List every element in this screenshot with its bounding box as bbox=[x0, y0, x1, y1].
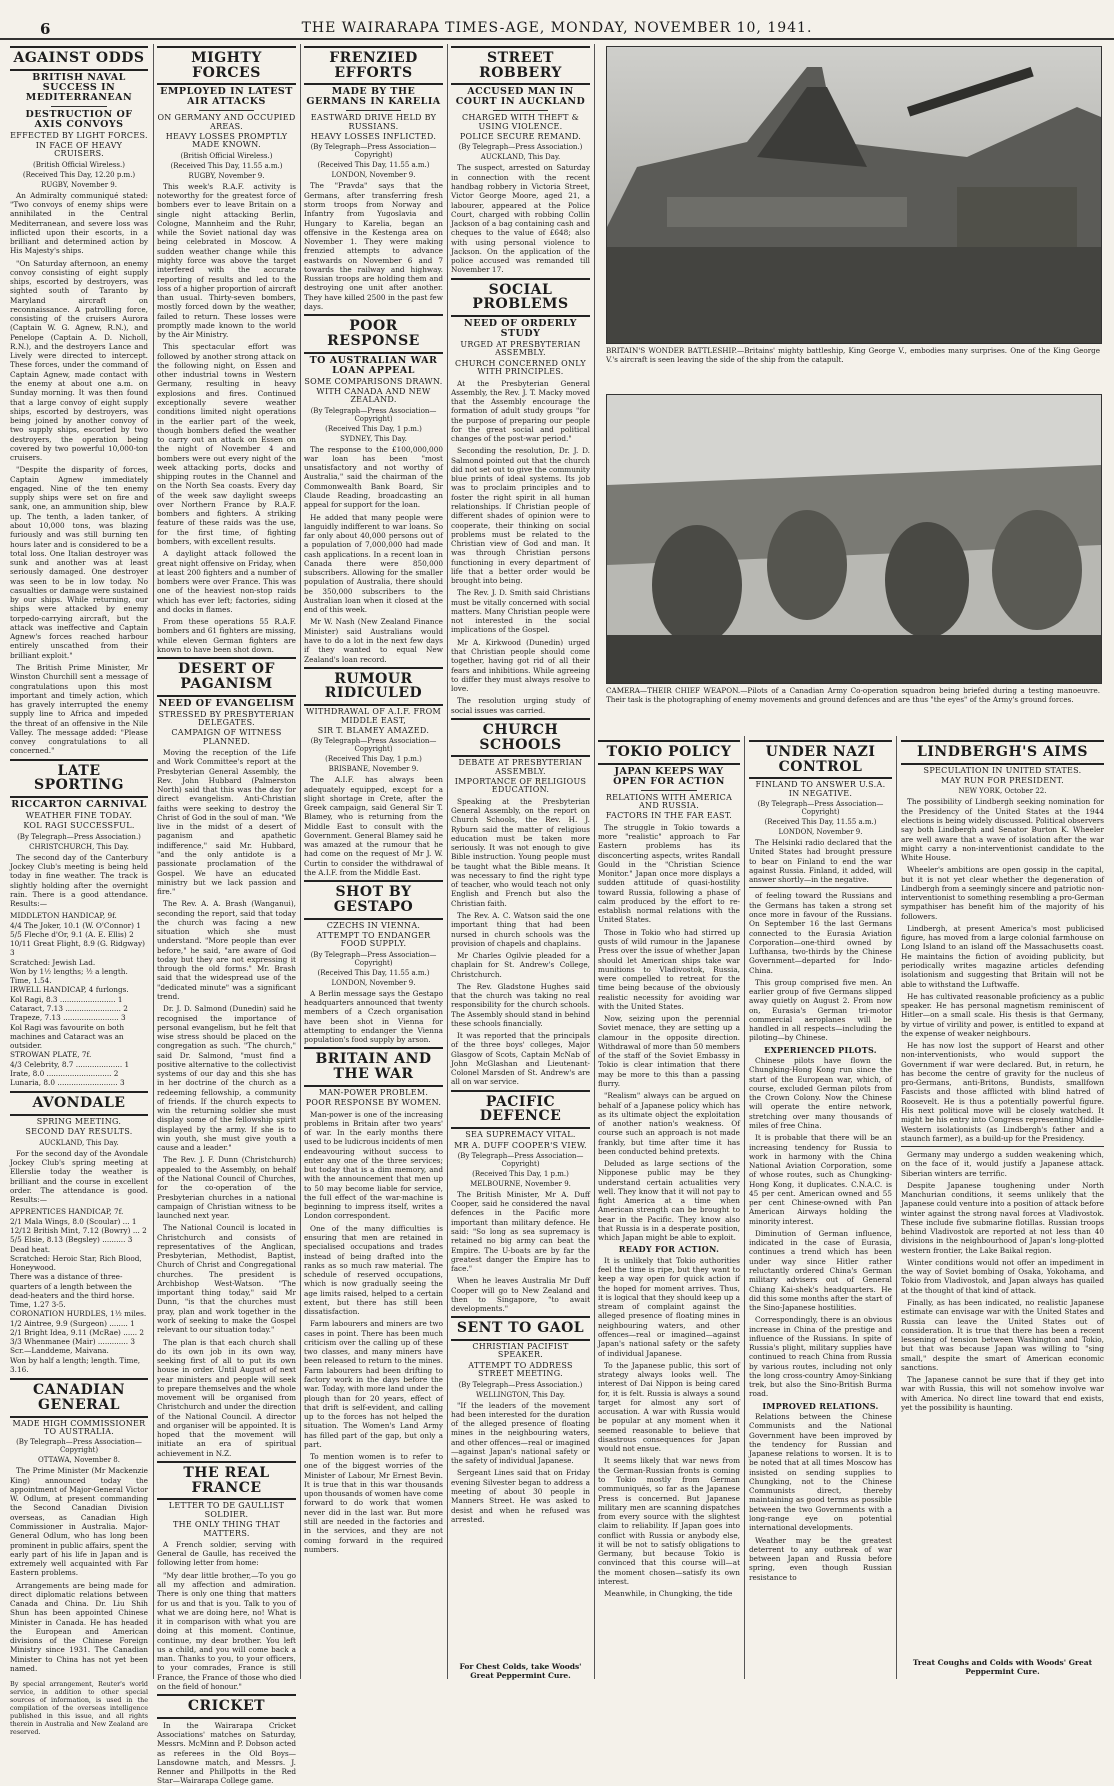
column-rule bbox=[447, 44, 448, 1679]
article-paragraph: To the Japanese public, this sort of strategy always looks well. The interest of Dai Nippon is being cared for, it is felt. Russia is always a sound target for almost any sort of accusation. A war with Russia would be popular at any moment when it seemed reasonable to believe that disastrous consequences for Japan would not ensue. bbox=[598, 1360, 740, 1454]
column-rule bbox=[153, 44, 154, 1679]
article-paragraph: Man-power is one of the increasing problems in Britain after two years' of war. In the early months there used to be ludicrous incidents of men endeavouring without success to enter any one of the three services; but today that is a dim memory, and with the announcement that men up to 50 may become liable for service, the full effect of the war-machine is beginning to impress itself, writes a London correspondent. bbox=[304, 1109, 443, 1221]
dateline: (By Telegraph—Press Association—Copyright) bbox=[310, 737, 437, 754]
race-result: APPRENTICES HANDICAP, 7f. bbox=[10, 1207, 124, 1217]
headline: BRITAIN AND THE WAR bbox=[304, 1047, 443, 1086]
deck: IMPORTANCE OF RELIGIOUS EDUCATION. bbox=[454, 777, 587, 795]
article-paragraph: "If the leaders of the movement had been interested for the duration of the alleged presence of floating mines in the neighbouring waters, and other offences—real or imagined—against Japan's national safety or the safety of individual Japanese. bbox=[451, 1400, 590, 1466]
article-paragraph: The suspect, arrested on Saturday in connection with the recent handbag robbery in Victoria Street, Victor George Moore, aged 21, a labourer, appeared at the Police Court, charged with robbing Collin Jackson of a bag containing cash and cheques to the value of £648; also with using personal violence to Jackson. On the application of the police accused was remanded till November 17. bbox=[451, 163, 590, 275]
article-paragraph: To mention women is to refer to one of the biggest worries of the Minister of Labour, Mr Ernest Bevin. It is true that in this war thousands upon thousands of women have come forward to do work that women never did in the last war. But more still are needed in the factories and in the services, and they are not coming forward in the required numbers. bbox=[304, 1452, 443, 1554]
article-paragraph: Seconding the resolution, Dr. J. D. Salmond pointed out that the church did not set out to give the community blue prints of ideal systems. Its job was to proclaim principles and to foster the right spirit in all human relationships. If Christian people of different shades of opinion were to cooperate, their thinking on social problems must be related to the Christian view of God and man. It was through Christian persons functioning in every department of life that a better order would be brought into being. bbox=[451, 446, 590, 586]
crosshead: IMPROVED RELATIONS. bbox=[762, 1400, 879, 1411]
article-paragraph: This group comprised five men. An earlier group of five Germans slipped away quietly on August 2. From now on, Eurasia's German tri-motor commercial aeroplanes will be handled in all respects—including the piloting—by Chinese. bbox=[749, 977, 892, 1043]
deck: DEBATE AT PRESBYTERIAN ASSEMBLY. bbox=[458, 758, 583, 776]
divider bbox=[641, 790, 698, 791]
deck: URGED AT PRESBYTERIAN ASSEMBLY. bbox=[460, 339, 581, 358]
race-result: Scratched: Jewish Lad. bbox=[10, 957, 96, 967]
deck: HEAVY LOSSES INFLICTED. bbox=[310, 132, 437, 142]
article-paragraph: The second day of the Canterbury Jockey Club's meeting is being held today in fine weather. The track is slightly holding after the overnight rain. There is a good attendance. Results:— bbox=[10, 852, 148, 909]
deck: CHARGED WITH THEFT & USING VIOLENCE. bbox=[461, 113, 580, 131]
article-paragraph: Winter conditions would not offer an impediment in the way of Soviet bombing of Osaka, Yokohama, and Tokio from Vladivostok, and Japan always has quailed at the thought of that kind of attack. bbox=[901, 1257, 1104, 1295]
article-paragraph: The Helsinki radio declared that the United States had brought pressure to bear on Finland to end the war against Russia. Finland, it added, will answer shortly—in the negative. bbox=[749, 838, 892, 885]
deck: LETTER TO DE GAULLIST SOLDIER. bbox=[168, 1501, 285, 1519]
deck: CHRISTIAN PACIFIST SPEAKER. bbox=[472, 1342, 569, 1360]
article-paragraph: The Rev. J. D. Smith said Christians must be vitally concerned with social matters. Many Christian people were not interested in the social implications of the Gospel. bbox=[451, 588, 590, 635]
article-paragraph: The "Pravda" says that the Germans, after transferring fresh storm troops from Norway and Infantry from Yugoslavia and Hungary to Karelia, began an offensive in the Kestenga area on November 1. They were making frenzied attempts to advance eastwards on November 6 and 7 towards the railway and highway. Russian troops are holding them and destroying one unit after another. They have killed 2500 in the past few days. bbox=[304, 181, 443, 311]
dateline: (By Telegraph—Press Association.) bbox=[458, 143, 583, 152]
article-paragraph: Relations between the Chinese Communists and the National Government have been improved by the tendency for Russian and Japanese relations to worsen. It is to be noted that at all times Moscow has insisted on sending supplies to Chungking, not to the Chinese Communists direct, thereby maintaining as good terms as possible between the two Governments with a long-range eye on potential international developments. bbox=[749, 1412, 892, 1533]
article-paragraph: Lindbergh, at present America's most publicised figure, has moved from a large colonial farmhouse on Long Island to an island off the Massachusetts coast. He maintains the fiction of avoiding publicity, but periodically writes magazine articles defending isolationism and suggesting that Britain will not be able to withstand the Luftwaffe. bbox=[901, 923, 1104, 989]
deck: SPECULATION IN UNITED STATES. bbox=[923, 765, 1082, 775]
dateline: (By Telegraph—Press Association—Copyright) bbox=[16, 1438, 142, 1455]
deck: CHURCH CONCERNED ONLY WITH PRINCIPLES. bbox=[455, 358, 586, 377]
subheadline: RICCARTON CARNIVAL bbox=[11, 799, 147, 811]
dateline: (Received This Day, 1 p.m.) bbox=[325, 755, 422, 764]
race-result: 4/4 The Joker, 10.1 (W. O'Connor) 1 bbox=[10, 920, 141, 930]
headline: CANADIAN GENERAL bbox=[10, 1378, 148, 1417]
headline: SENT TO GAOL bbox=[451, 1316, 590, 1341]
article-paragraph: For the second day of the Avondale Jockey Club's spring meeting at Ellerslie today the weather is brilliant and the course in excellent order. The attendance is good. Results:— bbox=[10, 1148, 148, 1205]
ad-text: Treat Coughs and Colds with Woods' Great Peppermint Cure. bbox=[912, 1658, 1093, 1676]
deck: EFFECTED BY LIGHT FORCES. bbox=[10, 130, 148, 140]
dateline: (By Telegraph—Press Association.) bbox=[17, 832, 141, 841]
article-paragraph: In the Wairarapa Cricket Associations' matches on Saturday, Messrs. McMinn and P. Dobson acted as referees in the Old Boys—Lansdowne match, and Messrs. J. Renner and Phillpotts in the Red Star—Wairarapa College game. bbox=[157, 1720, 296, 1786]
column-rule bbox=[594, 44, 595, 1679]
column-rule bbox=[896, 736, 897, 1679]
dateline: (By Telegraph—Press Association—Copyright) bbox=[457, 1151, 584, 1168]
subheadline: DESTRUCTION OF AXIS CONVOYS bbox=[25, 108, 133, 130]
article-paragraph: Those in Tokio who had stirred up gusts of wild rumour in the Japanese Press over the issue of whether Japan should let American ships take war munitions to Vladivostok, Russia, were compelled to retreat for the time being because of the obviously realistic necessity for avoiding war with the United States. bbox=[598, 927, 740, 1011]
race-result: 1/2 Aintree, 9.9 (Surgeon) ........ 1 bbox=[10, 1318, 135, 1328]
subheadline: TO AUSTRALIAN WAR LOAN APPEAL bbox=[309, 354, 438, 376]
deck: WITHDRAWAL OF A.I.F. FROM MIDDLE EAST, bbox=[306, 707, 441, 725]
article-paragraph: Now, seizing upon the perennial Soviet menace, they are setting up a clamour in the opposite direction. Withdrawal of more than 50 members of the staff of the Soviet Embassy in Tokio is clear intimation that there may be more to this than a passing flurry. bbox=[598, 1014, 740, 1088]
deck: ON GERMANY AND OCCUPIED AREAS. bbox=[157, 113, 296, 131]
article-paragraph: Wheeler's ambitions are open gossip in the capital, but it is not yet clear whether the degeneration of Lindbergh from a seemingly sincere and patriotic non-interventionist to something resembling a pro-German sympathiser has benefit him of the majority of his followers. bbox=[901, 865, 1104, 921]
column-7 bbox=[901, 738, 1104, 1683]
race-result: MIDDLETON HANDICAP, 9f. bbox=[10, 911, 117, 921]
dateline: (Received This Day, 11.55 a.m.) bbox=[317, 968, 430, 977]
dateline: (Received This Day, 11.55 a.m.) bbox=[317, 161, 430, 170]
race-result: 3/3 Whenmanee (Mair) ............. 3 bbox=[10, 1337, 135, 1347]
column-rule bbox=[300, 44, 301, 1679]
dateline: (Received This Day, 11.55 a.m.) bbox=[764, 818, 877, 827]
headline: STREET ROBBERY bbox=[451, 46, 590, 85]
race-result: 12/12 British Mint, 7.12 (Bowry) ... 2 bbox=[10, 1226, 147, 1235]
divider bbox=[749, 887, 892, 888]
article-paragraph: Arrangements are being made for direct diplomatic relations between Canada and China. Dr. Liu Shih Shun has been appointed Chinese Minister in Canada. He has headed the European and American divisions of the Chinese Foreign Ministry since 1931. The Canadian Minister to China has not yet been named. bbox=[10, 1580, 148, 1673]
divider bbox=[493, 110, 549, 111]
dateline: MELBOURNE, November 9. bbox=[470, 1179, 571, 1188]
headline: PACIFIC DEFENCE bbox=[451, 1090, 590, 1129]
article-paragraph: It is probable that there will be an increasing tendency for Russia to work in harmony with the China National Aviation Corporation, some of whose routes, such as Chungking-Hong Kong, it duplicates. C.N.A.C. is 45 per cent. American owned and 55 per cent Chinese-owned with Pan American Airways holding the minority interest. bbox=[749, 1133, 892, 1226]
deck: POOR RESPONSE BY WOMEN. bbox=[305, 1098, 442, 1108]
article-paragraph: The plan is that each church shall do its own job in its own way, seeking first of all to put its own house in order. Until August of next year ministers and people will seek to prepare themselves and the whole movement will be organised from Christchurch and under the direction of the National Council. A director and organiser will be appointed. It is hoped that the movement will initiate an era of spiritual achievement in N.Z. bbox=[157, 1337, 296, 1458]
dateline: (Received This Day, 1 p.m.) bbox=[472, 1169, 569, 1178]
race-result: Kol Ragi, 8.3 ........................ 1 bbox=[10, 994, 123, 1004]
article-paragraph: The resolution urging study of social issues was carried. bbox=[451, 696, 590, 715]
deck: EASTWARD DRIVE HELD BY RUSSIANS. bbox=[310, 113, 437, 131]
headline: SHOT BY GESTAPO bbox=[304, 880, 443, 919]
article-paragraph: Deluded as large sections of the Nipponese public may be they understand certain actualities very well. They know that it will not pay to fight America at a time when American strength can be brought to bear in the Pacific. They know also that Russia is in a desperate position, which Japan might be able to exploit. bbox=[598, 1159, 740, 1243]
article-paragraph: The Rev. A. C. Watson said the one important thing that had been nursed in church schools was the provision of chapels and chaplains. bbox=[451, 910, 590, 948]
subheadline: BRITISH NAVAL SUCCESS IN MEDITERRANEAN bbox=[25, 71, 133, 103]
dateline: (By Telegraph—Press Association—Copyright) bbox=[310, 950, 437, 967]
dateline: LONDON, November 9. bbox=[778, 828, 863, 837]
article-paragraph: The National Council is located in Christchurch and consists of representatives of the Anglican, Presbyterian, Methodist, Baptist, Church of Christ and Congregational churches. The president is Archbishop West-Watson. "The important thing today," said Mr Dunn, "is that the churches must pray, plan and work together in the work of seeking to make the Gospel relevant to our situation today." bbox=[157, 1223, 296, 1335]
race-result: Trapeze, 7.13 ........................ 3 bbox=[10, 1013, 126, 1023]
deck: MADE HIGH COMMISSIONER TO AUSTRALIA. bbox=[12, 1418, 146, 1437]
camera-photo bbox=[606, 394, 1102, 684]
article-paragraph: He has cultivated reasonable proficiency as a public speaker. He has personal magnetism reminiscent of Hitler—on a small scale. His thesis is that Germany, by virtue of virility and power, is entitled to expand at the expense of weaker neighbours. bbox=[901, 991, 1104, 1038]
dateline: OTTAWA, November 8. bbox=[38, 1456, 120, 1465]
article-paragraph: At the Presbyterian General Assembly, the Rev. J. T. Macky moved that the Assembly encourage the formation of adult study groups "for the purpose of preparing our people for the great social and political changes of the post-war period." bbox=[451, 378, 590, 444]
article-paragraph: "On Saturday afternoon, an enemy convoy consisting of eight supply ships, escorted by destroyers, was sighted south of Taranto by Maryland aircraft on reconnaissance. A patrolling force, consisting of the cruisers Aurora (Captain W. G. Agnew, R.N.), and Penelope (Captain A. D. Nicholl, R.N.), and the destroyers Lance and Lively were directed to intercept. These forces, under the command of Captain Agnew, made contact with the enemy at about one a.m. on Sunday morning. It was then found that a large convoy of eight supply ships, escorted by destroyers, was being joined by another convoy of two supply ships, escorted by two destroyers, the operation being covered by two powerful 10,000-ton cruisers. bbox=[10, 258, 148, 463]
article-paragraph: The Rev. J. F. Dunn (Christchurch) appealed to the Assembly, on behalf of the National Council of Churches, for the co-operation of the Presbyterian churches in a national campaign of Christian witness to be launched next year. bbox=[157, 1155, 296, 1221]
headline: AGAINST ODDS bbox=[10, 46, 148, 71]
masthead bbox=[0, 0, 1114, 40]
deck: ATTEMPT TO ADDRESS STREET MEETING. bbox=[468, 1360, 573, 1379]
headline: FRENZIED EFFORTS bbox=[304, 46, 443, 85]
article-paragraph: The possibility of Lindbergh seeking nomination for the Presidency of the United States at the 1944 elections is being widely discussed. Political observers say both Lindbergh and Senator Burton K. Wheeler are well aware that a wave of isolation after the war might carry a non-interventionist candidate to the White House. bbox=[901, 797, 1104, 863]
dateline: (British Official Wireless.) bbox=[180, 151, 273, 160]
race-result: STROWAN PLATE, 7f. bbox=[10, 1050, 92, 1060]
dateline: (Received This Day, 1 p.m.) bbox=[325, 424, 422, 433]
pilots-briefing-image bbox=[607, 395, 1101, 683]
subheadline: ACCUSED MAN IN COURT IN AUCKLAND bbox=[455, 86, 586, 108]
dateline: (By Telegraph—Press Association—Copyright) bbox=[310, 143, 437, 160]
race-result: IRWELL HANDICAP, 4 furlongs. bbox=[10, 985, 129, 995]
deck: SECOND DAY RESULTS. bbox=[25, 1127, 133, 1137]
article-paragraph: The Prime Minister (Mr Mackenzie King) announced today the appointment of Major-General Victor W. Odlum, at present commanding the Second Canadian Division overseas, as Canadian High Commissioner in Australia. Major-General Odlum, who has long been prominent in public affairs, spent the early part of his life in Japan and is extremely well acquainted with Far Eastern problems. bbox=[10, 1466, 148, 1578]
dateline: SYDNEY, This Day. bbox=[340, 434, 407, 443]
crosshead: READY FOR ACTION. bbox=[618, 1244, 720, 1255]
article-paragraph: A French soldier, serving with General de Gaulle, has received the following letter from home: bbox=[157, 1539, 296, 1568]
article-paragraph: Dr. J. D. Salmond (Dunedin) said he recognised the importance of personal evangelism, but he felt that wise stress should be placed on the congregation as such. "The church," said Dr. Salmond, "must find a positive alternative to the collectivist systems of our day and this she has in her doctrine of the church as a redeeming fellowship, a community of friends. If the church expects to win the returning soldier she must display some of the fellowship spirit displayed by the army. If she is to win youth, she must give youth a cause and a leader." bbox=[157, 1004, 296, 1153]
headline: MIGHTY FORCES bbox=[157, 46, 296, 85]
deck: FINLAND TO ANSWER U.S.A. IN NEGATIVE. bbox=[755, 780, 886, 798]
dateline: (Received This Day, 11.55 a.m.) bbox=[170, 161, 283, 170]
article-paragraph: He has now lost the support of Hearst and other non-interventionists, who would support the Government if war were declared. But, in return, he has become the centre of gravity for the nucleus of pro-Germans, anti-Britons, Bundists, smallfown Fascists and those afflicted with blind hatred of Roosevelt. He is thus a potentially powerful figure. His next political move will be closely watched. It might be his entry into Congress representing Middle-Western isolationists (as Lindbergh's father and a staunch farmer), as a build-up for the Presidency. bbox=[901, 1041, 1104, 1143]
article-paragraph: From these operations 55 R.A.F. bombers and 61 fighters are missing, while eleven German fighters are known to have been shot down. bbox=[157, 617, 296, 654]
deck: STRESSED BY PRESBYTERIAN DELEGATES. bbox=[158, 709, 295, 727]
deck: IN FACE OF HEAVY CRUISERS. bbox=[35, 140, 123, 159]
dateline: AUCKLAND, This Day. bbox=[39, 1138, 119, 1147]
race-result: Irate, 8.0 ............................ 2 bbox=[10, 1068, 119, 1078]
divider bbox=[51, 106, 106, 107]
dateline: LONDON, November 9. bbox=[331, 978, 416, 987]
deck: THE ONLY THING THAT MATTERS. bbox=[173, 1520, 280, 1538]
column-5 bbox=[598, 738, 740, 1683]
article-paragraph: The British Minister, Mr A. Duff Cooper, said he considered the naval defences in the Pacific more important than military defence. He said: "So long as sea supremacy is retained no big army can beat the Empire. The U-boats are by far the greatest danger the Empire has to face." bbox=[451, 1189, 590, 1274]
article-paragraph: of feeling toward the Russians and the Germans has taken a strong set once more in favour of the Russians. On September 16 the last Germans connected to the Eurasia Aviation Corporation—one-third owned by Lufthansa, two-thirds by the Chinese Government—departed for Indo-China. bbox=[749, 891, 892, 975]
deck: WEATHER FINE TODAY. bbox=[25, 810, 133, 820]
article-paragraph: The A.I.F. has always been adequately equipped, except for a slight shortage in Crete, after the Greek campaign, said General Sir T. Blamey, who is returning from the Middle East to consult with the Government. General Blamey said he was amazed at the rumour that he had come on the request of Mr J. W. Curtin to consider the withdrawal of the A.I.F. from the Middle East. bbox=[304, 775, 443, 877]
newspaper-title: THE WAIRARAPA TIMES-AGE, MONDAY, NOVEMBER 10, 1941. bbox=[301, 20, 813, 36]
dateline: (Received This Day, 12.20 p.m.) bbox=[22, 170, 136, 179]
article-paragraph: The British Prime Minister, Mr Winston Churchill sent a message of congratulations upon this most important and timely action, which has gravely interrupted the enemy supply line to Africa and impeded the threat of an offensive in the Nile Valley. The message added: "Please convey congratulations to all concerned." bbox=[10, 662, 148, 756]
column-4 bbox=[451, 44, 590, 1680]
subheadline: NEED OF ORDERLY STUDY bbox=[464, 318, 577, 340]
article-paragraph: When he leaves Australia Mr Duff Cooper will go to New Zealand and then to Singapore, "to await developments." bbox=[451, 1276, 590, 1314]
deck: SEA SUPREMACY VITAL. bbox=[465, 1130, 576, 1140]
subheadline: MADE BY THE GERMANS IN KARELIA bbox=[306, 86, 441, 108]
article-paragraph: One of the many difficulties is ensuring that men are retained in specialised occupations and trades instead of being drafted into the ranks as so much raw material. The schedule of reserved occupations, which is now gradually seeing the age limits raised, helped to a certain extent, but there has still been dissatisfaction. bbox=[304, 1223, 443, 1317]
article-paragraph: Mr A. Kirkwood (Dunedin) urged that Christian people should come together, having got rid of all their fears and inhibitions. While agreeing to differ they must always resolve to love. bbox=[451, 637, 590, 694]
article-paragraph: Despite Japanese toughening under North Manchurian conditions, it seems unlikely that the Japanese could venture into a position of attack before winter against the strong naval forces at Vladivostok. These include five submarine flotillas. Russian troops behind Vladivostok are reported at not less than 40 divisions in the neighbourhood of Japan's long-plotted western frontier, the Lake Baikal region. bbox=[901, 1180, 1104, 1255]
article-paragraph: It seems likely that war news from the German-Russian fronts is coming to Tokio mostly from German communiqués, so far as the Japanese Press is concerned. But Japanese military men are scanning dispatches from every source with the slightest claim to reliability. If Japan goes into conflict with Russia or anybody else, it will be not to satisfy obligations to Germany, but because Tokio is convinced that this course will—at the moment chosen—satisfy its own interest. bbox=[598, 1456, 740, 1586]
page-number: 6 bbox=[40, 20, 51, 38]
dateline: RUGBY, November 9. bbox=[41, 180, 117, 189]
article-paragraph: Correspondingly, there is an obvious increase in China of the prestige and influence of the Russians. In spite of Russia's plight, military supplies have continued to reach China from Russia by various routes, including not only the long cross-country Amoy-Sinkiang trek, but also the Sino-British Burma road. bbox=[749, 1315, 892, 1399]
deck: SPRING MEETING. bbox=[36, 1117, 122, 1127]
race-result: Scr.—Landdeme, Maivana. bbox=[10, 1346, 109, 1356]
headline: TOKIO POLICY bbox=[598, 740, 740, 765]
headline: CRICKET bbox=[157, 1694, 296, 1719]
column-6 bbox=[749, 738, 892, 1683]
dateline: (By Telegraph—Press Association.) bbox=[458, 1380, 583, 1389]
article-paragraph: The struggle in Tokio towards a more "realistic" approach to Far Eastern problems has its disconcerting aspects, writes Randall Gould in the "Christian Science Monitor." Japan once more displays a sudden attitude of quasi-hostility toward Russia, following a phase of calm produced by the effort to re-establish normal relations with the United States. bbox=[598, 822, 740, 925]
article-paragraph: The Rev. A. A. Brash (Wanganui), seconding the report, said that today the church was facing a new situation which she must understand. "More people than ever before," he said, "are aware of God today but they are not expressing it through the old forms." Mr. Brash said that the widespread use of the "dedicated minute" was a significant trend. bbox=[157, 899, 296, 1001]
column-3 bbox=[304, 44, 443, 1680]
column-2 bbox=[157, 44, 296, 1786]
deck: POLICE SECURE REMAND. bbox=[459, 132, 582, 142]
headline: AVONDALE bbox=[10, 1091, 148, 1116]
column-rule bbox=[744, 736, 745, 1679]
deck: WITH CANADA AND NEW ZEALAND. bbox=[316, 386, 431, 405]
article-paragraph: Sergeant Lines said that on Friday evening Silvester began to address a meeting of about 30 people in Manners Street. He was asked to desist and when he refused was arrested. bbox=[451, 1468, 590, 1524]
article-paragraph: It was reported that the principals of the three boys' colleges, Major Glasgow of Scots, Captain McNab of John McGlashan and Lieutenant-Colonel Marsden of St. Andrew's are all on war service. bbox=[451, 1031, 590, 1087]
article-paragraph: Meanwhile, in Chungking, the tide bbox=[604, 1589, 733, 1599]
article-paragraph: Farm labourers and miners are two cases in point. There has been much criticism over the calling up of these two classes, and many miners have been released to return to the mines. Farm labourers had been drifting to factory work in the days before the war. Today, with more land under the plough than for 20 years, effect of that drift is self-evident, and calling up to the forces has not helped the situation. The Women's Land Army has filled part of the gap, but only a part. bbox=[304, 1319, 443, 1449]
dateline: (British Official Wireless.) bbox=[33, 160, 125, 169]
copyright-note: By special arrangement, Reuter's world service, in addition to other special sources of information, is used in the compilation of the overseas intelligence published in this issue, and all rights therein in Australia and New Zealand are reserved. bbox=[10, 1679, 148, 1736]
article-paragraph: He added that many people were languidly indifferent to war loans. So far only about 40,000 persons out of a population of 7,000,000 had made cash applications. In a recent loan in Canada there were 850,000 subscribers. Allowing for the smaller population of Australia, there should be 350,000 subscribers to the Australian loan when it closed at the end of this week. bbox=[304, 512, 443, 615]
divider bbox=[346, 110, 402, 111]
advertisement bbox=[451, 1662, 590, 1680]
article-paragraph: "Realism" always can be argued on behalf of a Japanese policy which has as its ultimate object the exploitation of another nation's weakness. Of course such an approach is not made frankly, but time after time it has been conducted behind pretexts. bbox=[598, 1091, 740, 1156]
subheadline: JAPAN KEEPS WAY OPEN FOR ACTION bbox=[613, 765, 725, 787]
headline: THE REAL FRANCE bbox=[157, 1461, 296, 1500]
deck: MR A. DUFF COOPER'S VIEW. bbox=[454, 1140, 587, 1150]
article-paragraph: Mr W. Nash (New Zealand Finance Minister) said Australians would have to do a lot in the next few days if they wanted to equal New Zealand's loan record. bbox=[304, 617, 443, 664]
headline: RUMOUR RIDICULED bbox=[304, 667, 443, 706]
article-paragraph: This spectacular effort was followed by another strong attack on the following night, on Essen and other industrial towns in Western Germany, resulting in heavy explosions and fires. Continued exceptionally severe weather conditions limited night operations in the earlier part of the week, though bombers defied the weather to carry out an attack on Essen on the night of November 4 and bombers were out every night of the week attacking ports, docks and shipping routes in the Channel and on the North Sea coasts. Every day of the week saw daylight sweeps over Northern France by R.A.F. bombers and fighters. A striking feature of these raids was the use, for the first time, of fighting bombers, with excellent results. bbox=[157, 342, 296, 546]
race-result: 5/5 Fleche d'Or, 9.1 (A. E. Ellis) 2 bbox=[10, 929, 134, 939]
article-paragraph: Diminution of German influence, indicated in the case of Eurasia, continues a trend which has been under way since Hitler rather reluctantly ordered China's German military advisers out of General Chiang Kai-shek's headquarters. He did this some months after the start of the Sino-Japanese hostilities. bbox=[749, 1228, 892, 1313]
article-paragraph: "Despite the disparity of forces, Captain Agnew immediately engaged. Nine of the ten enemy supply ships were set on fire and sank, one, an ammunition ship, blew up. The tenth, a laden tanker, of about 10,000 tons, was blazing furiously and was still burning ten hours later and is considered to be a total loss. One Italian destroyer was sunk and another was at least seriously damaged. One destroyer was seen to be in low today. No casualties or damage were sustained by our ships. While returning, our ships were attacked by enemy torpedo-carrying aircraft, but the attack was ineffective and Captain Agnew's forces reached harbour entirely unscathed from their brilliant exploit." bbox=[10, 465, 148, 660]
headline: LINDBERGH'S AIMS bbox=[901, 740, 1104, 765]
article-paragraph: Mr Charles Ogilvie pleaded for a chaplain for St. Andrew's College, Christchurch. bbox=[451, 951, 590, 979]
headline: POOR RESPONSE bbox=[304, 314, 443, 353]
deck: ATTEMPT TO ENDANGER FOOD SUPPLY. bbox=[316, 931, 431, 949]
article-paragraph: The Japanese cannot be sure that if they get into war with Russia, this will not somehow involve war with America. No direct line toward that end exists, yet the possibility is haunting. bbox=[901, 1375, 1104, 1412]
article-paragraph: It is unlikely that Tokio authorities feel the time is ripe, but they want to keep a way open for quick action if the hoped for moment arrives. Thus, it is logical that they should keep up a stream of complaint against the alleged presence of floating mines in neighbouring waters, and other offences—real or imagined—against Japan's national safety or the safety of individual Japanese. bbox=[598, 1255, 740, 1358]
headline: DESERT OF PAGANISM bbox=[157, 657, 296, 696]
article-paragraph: Chinese pilots have flown the Chungking-Hong Kong run since the start of the European war, which, of course, excluded German pilots from the Crown Colony. Now the Chinese will operate the entire network, stretching over many thousands of miles of free China. bbox=[749, 1056, 892, 1130]
article-paragraph: Moving the reception of the Life and Work Committee's report at the Presbyterian General Assembly, the Rev. John Hubbard (Palmerston North) said that this was the day for direct evangelism. Anti-Christian faiths were seeking to destroy the Christ of God in the soul of man. "We live in the midst of a desert of paganism and apathetic indifference," said Mr. Hubbard, "and the only antidote is a passionate proclamation of the Gospel. We have an educated ministry but we lack passion and fire." bbox=[157, 748, 296, 897]
dateline: CHRISTCHURCH, This Day. bbox=[29, 842, 129, 851]
race-result: Scratched: Heroic Star, Rich Blood, Honeywood. bbox=[10, 1253, 142, 1273]
dateline: NEW YORK, October 22. bbox=[958, 787, 1047, 796]
deck: KOL RAGI SUCCESSFUL. bbox=[23, 821, 135, 831]
race-result: 2/1 Mala Wings, 8.0 (Scoular) ... 1 bbox=[10, 1216, 137, 1226]
article-paragraph: An Admiralty communiqué stated: "Two convoys of enemy ships were annihilated in the Central Mediterranean, and severe loss was inflicted upon their escorts, in a brilliant and determined action by His Majesty's ships. bbox=[10, 190, 148, 256]
article-paragraph: A daylight attack followed the great night offensive on Friday, when at least 200 fighters and a number of bombers were over France. This was one of the heaviest non-stop raids which has ever left; factories, siding and docks in flames. bbox=[157, 549, 296, 614]
deck: SOME COMPARISONS DRAWN. bbox=[304, 376, 443, 386]
dateline: (By Telegraph—Press Association—Copyright) bbox=[310, 406, 437, 423]
dateline: AUCKLAND, This Day. bbox=[480, 153, 561, 162]
race-result: 10/11 Great Flight, 8.9 (G. Ridgway) 3 bbox=[10, 939, 145, 958]
dateline: BRISBANE, November 9. bbox=[328, 765, 419, 774]
dateline: (By Telegraph—Press Association—Copyright) bbox=[757, 800, 884, 817]
race-result: Lunaria, 8.0 .......................... 3 bbox=[10, 1078, 125, 1088]
race-result: Kol Ragi was favourite on both machines and Cataract was an outsider. bbox=[10, 1022, 125, 1051]
headline: CHURCH SCHOOLS bbox=[451, 718, 590, 757]
divider bbox=[199, 110, 255, 111]
article-paragraph: "My dear little brother,—To you go all my affection and admiration. There is only one thing that matters for us and that is you. Talk to you of what we are doing here, no! What is it in comparison with what you are doing at this moment. Continue, continue, my dear brother. You left us a child, and you will come back a man. Thanks to you, to your officers, to your comrades, France is still France, the France of those who died on the field of honour." bbox=[157, 1570, 296, 1691]
battleship-image bbox=[607, 47, 1101, 343]
dateline: LONDON, November 9. bbox=[331, 171, 416, 180]
article-paragraph: Finally, as has been indicated, no realistic Japanese estimate can envisage war with the United States and Russia can leave the United States out of consideration. It is true that there has been a recent lessening of tension between Washington and Tokio, but that was because Japan was willing to "sing small," despite the smart of American economic sanctions. bbox=[901, 1298, 1104, 1372]
advertisement bbox=[901, 1658, 1104, 1676]
subheadline: EMPLOYED IN LATEST AIR ATTACKS bbox=[160, 86, 293, 108]
divider bbox=[901, 1146, 1104, 1147]
photo-caption: CAMERA—THEIR CHIEF WEAPON.—Pilots of a Canadian Army Co-operation squadron being briefed during a testing manoeuvre. Their task is the photographing of enemy movements and ground defences and are thus "the eyes" of the Army's ground forces. bbox=[606, 686, 1100, 704]
article-paragraph: This week's R.A.F. activity is noteworthy for the greatest force of bombers ever to leave Britain on a single night attacking Berlin, Cologne, Mannheim and the Ruhr, while the Soviet national day was being celebrated in Moscow. A sudden weather change while this mighty force was above the target interfered with the accurate reporting of results and led to the loss of a higher proportion of aircraft than usual. Thirty-seven bombers, mostly forced down by the weather, failed to return. These losses were promptly made known to the world by the Air Ministry. bbox=[157, 181, 296, 340]
race-result: There was a distance of three-quarters of a length between the dead-heaters and the third horse. Time, 1.27 3-5. bbox=[10, 1272, 135, 1310]
race-result: Dead heat. bbox=[10, 1244, 51, 1254]
headline: UNDER NAZI CONTROL bbox=[749, 740, 892, 779]
article-paragraph: A Berlin message says the Gestapo headquarters announced that twenty members of a Czech organisation have been shot in Vienna for attempting to endanger the Vienna population's food supply by arson. bbox=[304, 988, 443, 1045]
article-paragraph: The Rev. Gladstone Hughes said that the church was taking no real responsibility for the church schools. The Assembly should stand in behind these schools financially. bbox=[451, 981, 590, 1028]
article-paragraph: Speaking at the Presbyterian General Assembly, on the report on Church Schools, the Rev. H. J. Ryburn said the matter of religious education must be taken more seriously. It was not enough to give Bible instruction. Young people must be taught what the Bible means. It was necessary to find the right type of teacher, who would teach not only English and French but also the Christian faith. bbox=[451, 796, 590, 908]
deck: SIR T. BLAMEY AMAZED. bbox=[317, 725, 430, 735]
dateline: WELLINGTON, This Day. bbox=[476, 1390, 565, 1399]
race-result: Won by 1½ lengths; ½ a length. Time, 1.54. bbox=[10, 966, 128, 986]
dateline: RUGBY, November 9. bbox=[188, 171, 265, 180]
headline: LATE SPORTING bbox=[10, 759, 148, 798]
deck: MAY RUN FOR PRESIDENT. bbox=[941, 776, 1064, 786]
deck: CZECHS IN VIENNA. bbox=[326, 920, 421, 930]
crosshead: EXPERIENCED PILOTS. bbox=[764, 1044, 877, 1055]
battleship-photo bbox=[606, 46, 1102, 344]
race-result: CORONATION HURDLES, 1½ miles. bbox=[10, 1309, 147, 1319]
article-paragraph: The response to the £100,000,000 war loan has been "most unsatisfactory and not worthy of Australia," said the chairman of the Commonwealth Bank Board, Sir Claude Reading, broadcasting an appeal for support for the loan. bbox=[304, 444, 443, 510]
photo-caption: BRITAIN'S WONDER BATTLESHIP.—Britains' mighty battleship, King George V., embodies many surprises. One of the King George V.'s aircraft is seen leaving the side of the ship from the catapult. bbox=[606, 346, 1100, 364]
deck: MAN-POWER PROBLEM. bbox=[318, 1087, 429, 1097]
race-result: 4/3 Celebrity, 8.7 .................... 1 bbox=[10, 1059, 130, 1069]
race-result: Won by half a length; length. Time, 3.16. bbox=[10, 1355, 141, 1374]
ad-text: For Chest Colds, take Woods' Great Peppermint Cure. bbox=[459, 1662, 582, 1680]
headline: SOCIAL PROBLEMS bbox=[451, 278, 590, 317]
subheadline: NEED OF EVANGELISM bbox=[158, 697, 295, 709]
race-result: Cataract, 7.13 ........................ 2 bbox=[10, 1004, 128, 1014]
race-result: 2/1 Bright Idea, 9.11 (McRae) ...... 2 bbox=[10, 1327, 145, 1337]
article-paragraph: Germany may undergo a sudden weakening which, on the face of it, would justify a Japanese attack. Siberian winters are terrific. bbox=[901, 1150, 1104, 1178]
article-paragraph: Weather may be the greatest deterrent to any outbreak of war between Japan and Russia before spring, even though Russian resistance to bbox=[749, 1535, 892, 1582]
deck: HEAVY LOSSES PROMPTLY MADE KNOWN. bbox=[165, 132, 288, 150]
deck: RELATIONS WITH AMERICA AND RUSSIA. bbox=[605, 792, 733, 811]
column-1 bbox=[10, 44, 148, 1736]
deck: FACTORS IN THE FAR EAST. bbox=[605, 811, 733, 821]
race-result: 5/5 Elsie, 8.13 (Begsley) .......... 3 bbox=[10, 1235, 133, 1245]
deck: CAMPAIGN OF WITNESS PLANNED. bbox=[171, 728, 282, 746]
